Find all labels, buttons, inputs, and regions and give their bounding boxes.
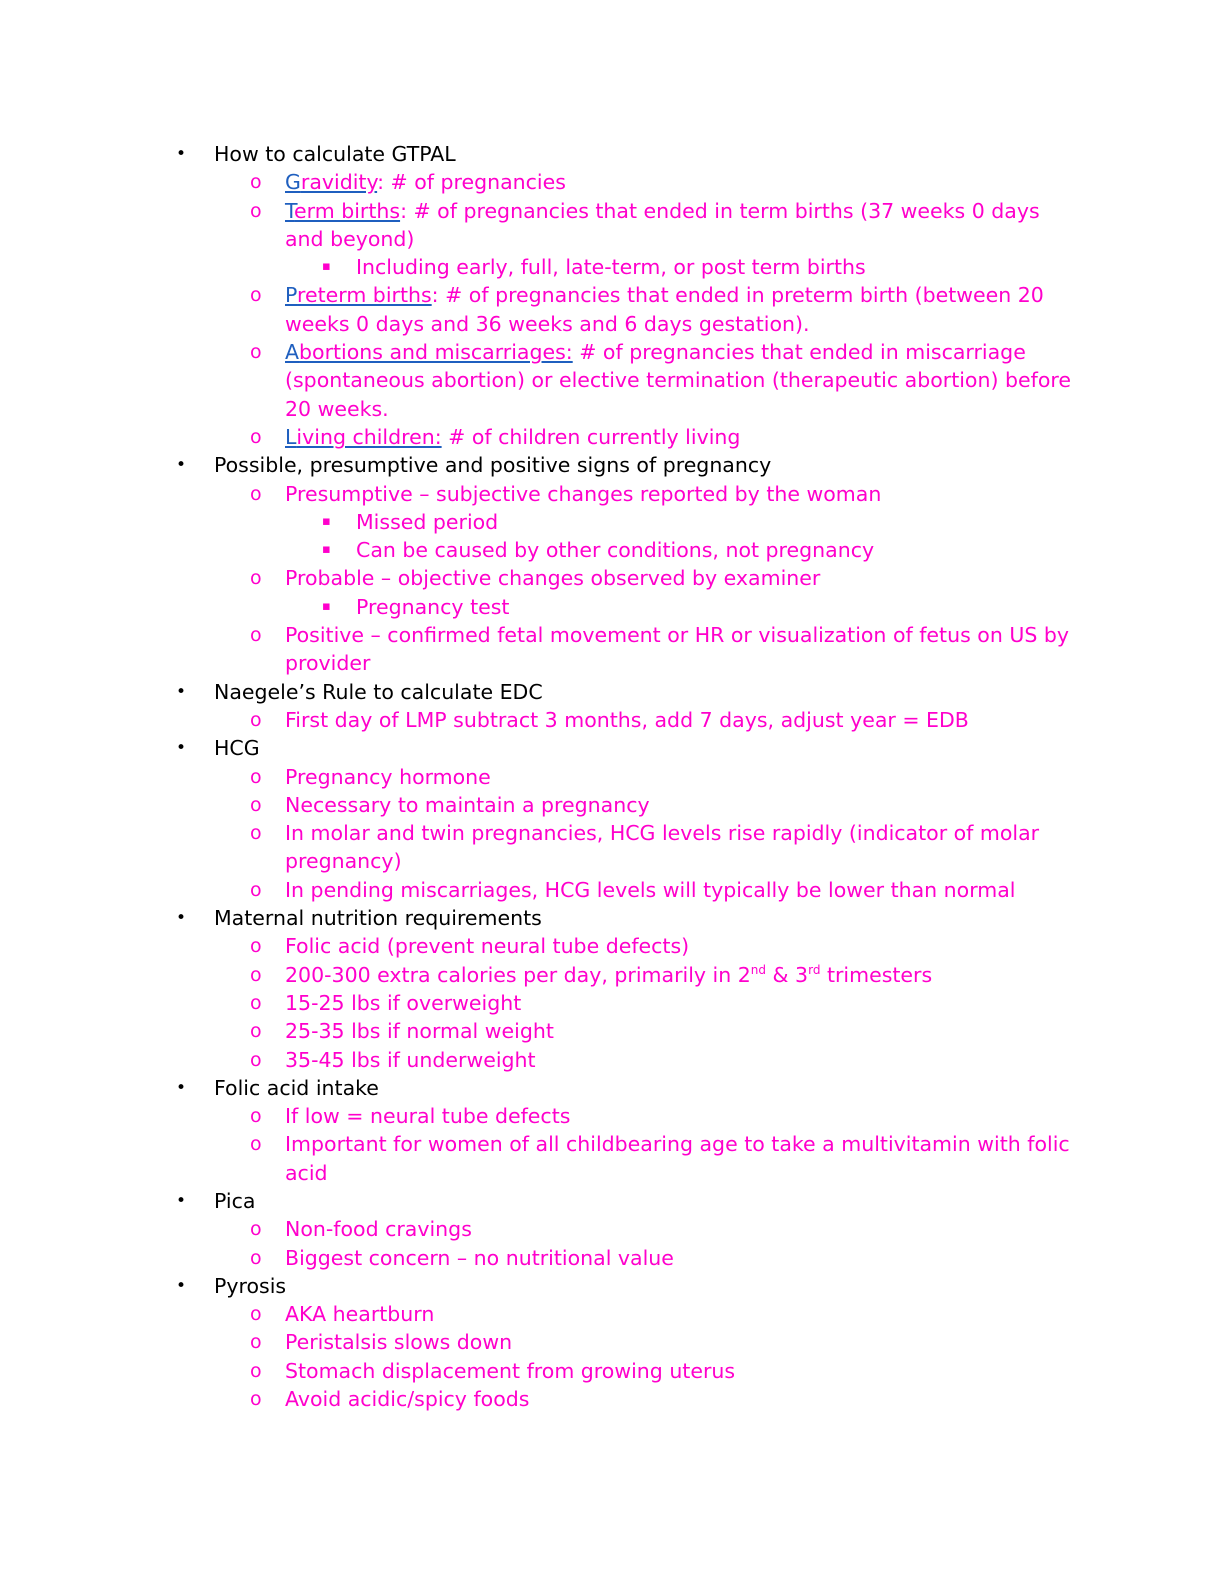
bullet-square: ▪ <box>322 513 331 529</box>
outline-item: o Abortions and miscarriages: # of pregnancies that ended in miscarriage (spontaneous abortion) or elective termination (therapeutic abortion) before 20 weeks. <box>250 340 1071 421</box>
bullet-circle: o <box>250 765 262 788</box>
outline-item: o If low = neural tube defects <box>0 1102 1224 1130</box>
outline-item: o Non-food cravings <box>0 1215 1224 1243</box>
bullet-dot: • <box>176 455 187 476</box>
term-abortions: Abortions and miscarriages: <box>285 340 573 365</box>
outline-heading: • Pyrosis <box>0 1272 1224 1300</box>
outline-item: o 200-300 extra calories per day, primarily in 2nd & 3rd trimesters <box>0 961 1224 989</box>
outline-item: o Gravidity: # of pregnancies <box>0 168 1224 196</box>
outline-heading: • Pica <box>0 1187 1224 1215</box>
outline-item: o Pregnancy hormone <box>0 763 1224 791</box>
outline-heading: • HCG <box>0 734 1224 762</box>
outline-subitem: ▪ Can be caused by other conditions, not pregnancy <box>0 536 1224 564</box>
outline-item: o Presumptive – subjective changes reported by the woman <box>0 480 1224 508</box>
bullet-circle: o <box>250 1105 262 1128</box>
bullet-circle: o <box>250 1048 262 1071</box>
outline-heading: • How to calculate GTPAL <box>0 140 1224 168</box>
outline-item: o Stomach displacement from growing uterus <box>0 1357 1224 1385</box>
bullet-circle: o <box>250 341 262 364</box>
bullet-circle: o <box>250 1020 262 1043</box>
bullet-dot: • <box>176 681 187 702</box>
outline-item: o AKA heartburn <box>0 1300 1224 1328</box>
bullet-circle: o <box>250 1359 262 1382</box>
bullet-circle: o <box>250 1388 262 1411</box>
bullet-circle: o <box>250 822 262 845</box>
bullet-circle: o <box>250 935 262 958</box>
outline-item: o In molar and twin pregnancies, HCG levels rise rapidly (indicator of molar pregnancy) <box>250 821 1040 874</box>
bullet-circle: o <box>250 171 262 194</box>
outline-item: o Folic acid (prevent neural tube defects) <box>0 932 1224 960</box>
outline-item: o Positive – confirmed fetal movement or HR or visualization of fetus on US by provider <box>250 623 1070 676</box>
bullet-circle: o <box>250 1331 262 1354</box>
bullet-circle: o <box>250 1218 262 1241</box>
bullet-dot: • <box>176 738 187 759</box>
outline-item: o Avoid acidic/spicy foods <box>0 1385 1224 1413</box>
bullet-circle: o <box>250 1303 262 1326</box>
outline-subitem: ▪ Pregnancy test <box>0 593 1224 621</box>
outline-item: o 15-25 lbs if overweight <box>0 989 1224 1017</box>
bullet-circle: o <box>250 793 262 816</box>
outline-item: o In pending miscarriages, HCG levels will typically be lower than normal <box>0 876 1224 904</box>
outline-heading: • Naegele’s Rule to calculate EDC <box>0 678 1224 706</box>
bullet-circle: o <box>250 991 262 1014</box>
bullet-dot: • <box>176 1275 187 1296</box>
bullet-circle: o <box>250 708 262 731</box>
bullet-square: ▪ <box>322 598 331 614</box>
outline-list <box>0 140 1224 1413</box>
bullet-dot: • <box>176 1190 187 1211</box>
bullet-circle: o <box>250 482 262 505</box>
outline-item: o Peristalsis slows down <box>0 1328 1224 1356</box>
term-preterm-births: Preterm births <box>285 283 432 308</box>
outline-subitem: ▪ Missed period <box>0 508 1224 536</box>
bullet-circle: o <box>250 425 262 448</box>
outline-item: o Term births: # of pregnancies that ended in term births (37 weeks 0 days and beyond) <box>250 198 1040 251</box>
outline-item: o 35-45 lbs if underweight <box>0 1046 1224 1074</box>
outline-heading: • Folic acid intake <box>0 1074 1224 1102</box>
bullet-circle: o <box>250 567 262 590</box>
bullet-circle: o <box>250 1246 262 1269</box>
bullet-circle: o <box>250 963 262 986</box>
outline-heading: • Possible, presumptive and positive signs of pregnancy <box>0 451 1224 479</box>
term-term-births: Term births <box>285 198 401 223</box>
bullet-circle: o <box>250 199 262 222</box>
bullet-dot: • <box>176 144 187 164</box>
outline-item: o Biggest concern – no nutritional value <box>0 1244 1224 1272</box>
outline-subitem: ▪ Including early, full, late-term, or post term births <box>0 253 1224 281</box>
outline-item: o First day of LMP subtract 3 months, add 7 days, adjust year = EDB <box>0 706 1224 734</box>
bullet-circle: o <box>250 284 262 307</box>
term-gravidity: Gravidity <box>285 170 378 195</box>
outline-item: o Preterm births: # of pregnancies that ended in preterm birth (between 20 weeks 0 days and 36 weeks and 6 days gestation). <box>250 283 1044 336</box>
bullet-circle: o <box>250 878 262 901</box>
bullet-circle: o <box>250 624 262 647</box>
bullet-square: ▪ <box>322 259 331 275</box>
outline-item: o Important for women of all childbearing age to take a multivitamin with folic acid <box>250 1132 1070 1185</box>
bullet-dot: • <box>176 908 187 929</box>
outline-item: o Probable – objective changes observed by examiner <box>0 564 1224 592</box>
outline-item: o 25-35 lbs if normal weight <box>0 1017 1224 1045</box>
outline-heading: • Maternal nutrition requirements <box>0 904 1224 932</box>
bullet-square: ▪ <box>322 542 331 558</box>
outline-item: o Living children: # of children currently living <box>0 423 1224 451</box>
outline-item: o Necessary to maintain a pregnancy <box>0 791 1224 819</box>
bullet-circle: o <box>250 1133 262 1156</box>
term-living-children: Living children: <box>285 424 442 449</box>
bullet-dot: • <box>176 1077 187 1098</box>
